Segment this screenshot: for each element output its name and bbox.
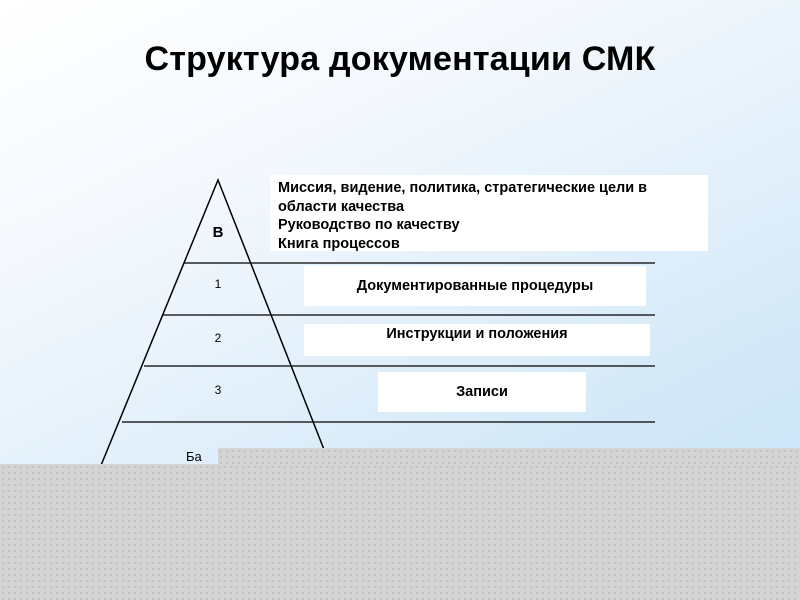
mission-line-1: Миссия, видение, политика, стратегические цели в <box>278 180 648 196</box>
process-book-line: Книга процессов <box>278 235 400 252</box>
mission-line-2: области качества <box>278 198 405 215</box>
level-label-2: 2 <box>214 331 222 345</box>
level-label-3: 3 <box>214 383 222 397</box>
level-label-1: 1 <box>214 277 222 291</box>
instructions-box: Инструкции и положения <box>304 324 650 356</box>
gray-overlay-bottom <box>0 464 800 600</box>
gray-overlay-top <box>218 448 800 464</box>
records-box: Записи <box>378 372 586 412</box>
mission-policy-box <box>270 175 708 251</box>
documented-procedures-box: Документированные процедуры <box>304 266 646 306</box>
level-label-base: Ба <box>186 449 202 464</box>
slide-title: Структура документации СМК <box>144 40 656 78</box>
quality-manual-line: Руководство по качеству <box>278 217 460 233</box>
level-label-top: В <box>212 224 224 241</box>
